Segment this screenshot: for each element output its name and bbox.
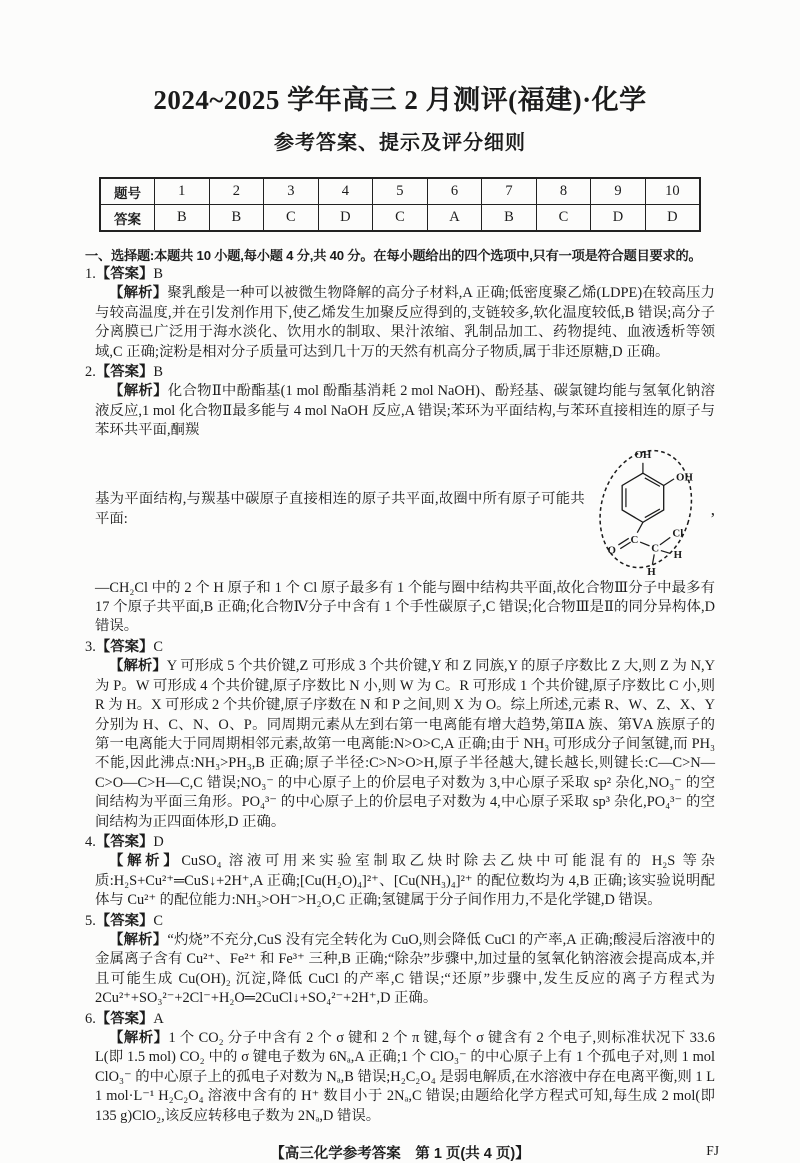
compound-structure-figure [591,441,709,579]
analysis-label: 【解析】 [109,853,182,870]
carbon-label: C [630,533,639,546]
analysis-label: 【解析】 [109,1030,169,1046]
analysis-paragraph [95,931,715,1009]
question-number: 5 [373,178,428,205]
hydrogen-label: H [646,565,656,578]
answer-cell: D [591,205,646,232]
question-number: 1 [155,178,210,205]
dashed-circle [591,441,705,578]
answer-label: 【答案】 [95,266,154,282]
answer-label: 【答案】 [95,638,154,655]
analysis-text: 化合物Ⅱ中酚酯基(1 mol 酚酯基消耗 2 mol NaOH)、酚羟基、碳氯键均能与氢氧化钠溶液反应,1 mol 化合物Ⅱ最多能与 4 mol NaOH 反应,A 错误;苯环为平面结构,与苯环直接相连的原子与苯环共平面,酮羰 [95,383,715,439]
analysis-text: 1 个 CO₂ 分子中含有 2 个 σ 键和 2 个 π 键,每个 σ 键含有 2 个电子,则标准状况下 33.6 L(即 1.5 mol) CO₂ 中的 σ 键电子数为 6Nₐ,A 正确;1 个 ClO₃⁻ 的中心原子上有 1 个孤电子对,则 1 mol ClO₃⁻ 的中心原子上的孤电子对数为 Nₐ,B 错误;H₂C₂O₄ 是弱电解质,在水溶液中存在电离平衡,则 1 L 1 mol·L⁻¹ H₂C₂O₄ 溶液中含有的 H⁺ 数目小于 2Nₐ,C 错误;由题给化学方程式可知,每生成 2 mol(即 135 g)ClO₂,该反应转移电子数为 2Nₐ,D 错误。 [95,1030,715,1124]
answer-cell: C [264,205,319,232]
item-number: 4. [85,833,96,850]
page-title: 2024~2025 学年高三 2 月测评(福建)·化学 [153,85,647,115]
trailing-comma: , [710,499,715,519]
question-number: 10 [645,178,700,205]
compound-structure-diagram [591,441,709,579]
question-number: 6 [427,178,482,205]
analysis-text: Y 可形成 5 个共价键,Z 可形成 3 个共价键,Y 和 Z 同族,Y 的原子序数比 Z 大,则 Z 为 N,Y 为 P。W 可形成 4 个共价键,原子序数比 N 小,则 W 为 C。R 可形成 1 个共价键,原子序数比 C 小,则 R 为 H。X 可形成 2 个共价键,原子序数在 N 和 P 之间,则 X 为 O。综上所述,元素 R、W、Z、X、Y 分别为 H、C、N、O、P。同周期元素从左到右第一电离能有增大趋势,第ⅡA 族、第ⅤA 族原子的第一电离能大于同周期相邻元素,故第一电离能:N>O>C,A 正确;由于 NH₃ 可形成分子间氢键,而 PH₃ 不能,因此沸点:NH₃>PH₃,B 正确;原子半径:C>N>O>H,原子半径越大,键长越长,则键长:C—C>N—C>O—C>H—C,C 错误;NO₃⁻ 的中心原子上的价层电子对数为 3,中心原子采取 sp² 杂化,NO₃⁻ 的空间结构为平面三角形。PO₄³⁻ 的中心原子上的价层电子对数为 4,中心原子采取 sp³ 杂化,PO₄³⁻ 的空间结构为正四面体形,D 正确。 [95,658,715,830]
chlorine-label: Cl [672,527,684,540]
analysis-paragraph [95,284,715,362]
analysis-paragraph [95,1029,715,1126]
answer-letter: B [153,364,163,381]
answer-item-2 [85,363,715,637]
answer-letter: A [153,1010,164,1027]
analysis-paragraph [95,579,715,637]
answer-item-5 [85,912,715,1009]
carbon-label: C [651,542,659,555]
answer-item-6 [85,1010,715,1126]
question-number: 8 [536,178,591,205]
hydroxyl-label: OH [634,448,652,461]
analysis-label: 【解析】 [109,383,168,400]
question-number: 4 [318,178,373,205]
item-number: 1. [85,266,96,282]
footer-code: FJ [706,1143,719,1159]
item-number: 6. [85,1010,96,1027]
analysis-text: —CH₂Cl 中的 2 个 H 原子和 1 个 Cl 原子最多有 1 个能与圈中结构共平面,故化合物Ⅲ分子中最多有 17 个原子共平面,B 正确;化合物Ⅳ分子中含有 1 个手性碳原子,C 错误;化合物Ⅲ是Ⅱ的同分异构体,D 错误。 [95,579,715,635]
answer-item-4 [85,833,715,911]
answer-label: 【答案】 [95,1010,154,1027]
answer-cell: B [209,205,264,232]
answer-letter: D [153,833,164,850]
item-number: 2. [85,364,96,381]
analysis-paragraph [95,382,715,440]
answer-item-3 [85,638,715,832]
answer-key-table [99,177,701,232]
answer-letter: C [153,638,163,655]
item-number: 5. [85,912,96,929]
answer-cell: A [427,205,482,232]
analysis-text: “灼烧”不充分,CuS 没有完全转化为 CuO,则会降低 CuCl 的产率,A 正确;酸浸后溶液中的金属离子含有 Cu²⁺、Fe²⁺ 和 Fe³⁺ 三种,B 正确;“除杂”步骤中,加过量的氢氧化钠溶液会提高成本,并且可能生成 Cu(OH)₂ 沉淀,降低 CuCl 的产率,C 错误;“还原”步骤中,发生反应的离子方程式为 2Cu²⁺+SO₃²⁻+2Cl⁻+H₂O═2CuCl↓+SO₄²⁻+2H⁺,D 正确。 [95,931,715,1007]
answer-letter: B [153,266,163,282]
analysis-text: CuSO₄ 溶液可用来实验室制取乙炔时除去乙炔中可能混有的 H₂S 等杂质:H₂S+Cu²⁺═CuS↓+2H⁺,A 正确;[Cu(H₂O)₄]²⁺、[Cu(NH₃)₄]²⁺ 的配位数均为 4,B 正确;该实验说明配体与 Cu²⁺ 的配位能力:NH₃>OH⁻>H₂O,C 正确;氢键属于分子间作用力,不是化学键,D 错误。 [95,853,715,909]
answer-cell: C [373,205,428,232]
question-number-header: 题号 [100,178,155,205]
answer-cell: B [155,205,210,232]
answer-letter: C [153,912,163,929]
answer-cell: D [318,205,373,232]
footer-text: 【高三化学参考答案 第 1 页(共 4 页)】 [270,1146,530,1163]
answer-header: 答案 [100,205,155,232]
analysis-text: 聚乳酸是一种可以被微生物降解的高分子材料,A 正确;低密度聚乙烯(LDPE)在较高压力与较高温度,并在引发剂作用下,使乙烯发生加聚反应得到的,支链较多,软化温度较低,B 错误;高分子分离膜已广泛用于海水淡化、饮用水的制取、果汁浓缩、乳制品加工、药物提纯、血液透析等领域,C 正确;淀粉是相对分子质量可达到几十万的天然有机高分子物质,属于非还原糖,D 正确。 [95,285,715,360]
analysis-label: 【解析】 [109,285,168,302]
benzene-ring [622,473,664,522]
oxygen-label: O [607,544,616,557]
question-number: 3 [264,178,319,205]
answer-label: 【答案】 [95,833,154,850]
answer-label: 【答案】 [95,912,154,929]
analysis-text: 基为平面结构,与羰基中碳原子直接相连的原子共平面,故圈中所有原子可能共平面: [95,491,585,527]
analysis-label: 【解析】 [109,931,168,948]
answer-item-1 [85,265,715,362]
table-row-question-numbers [100,178,700,205]
analysis-label: 【解析】 [109,658,167,675]
item-number: 3. [85,638,96,655]
question-number: 7 [482,178,537,205]
answer-label: 【答案】 [95,364,154,381]
page-footer [85,1142,719,1163]
answer-cell: B [482,205,537,232]
hydrogen-label: H [673,548,682,561]
question-number: 9 [591,178,646,205]
hydroxyl-label: OH [675,471,693,484]
answer-cell: C [536,205,591,232]
answer-cell: D [645,205,700,232]
question-number: 2 [209,178,264,205]
structure-row [95,441,715,579]
analysis-paragraph [95,852,715,910]
section-heading: 一、选择题:本题共 10 小题,每小题 4 分,共 40 分。在每小题给出的四个选项中,只有一项是符合题目要求的。 [85,248,702,263]
table-row-answers [100,205,700,232]
page-subtitle: 参考答案、提示及评分细则 [274,132,526,154]
analysis-paragraph [95,657,715,832]
